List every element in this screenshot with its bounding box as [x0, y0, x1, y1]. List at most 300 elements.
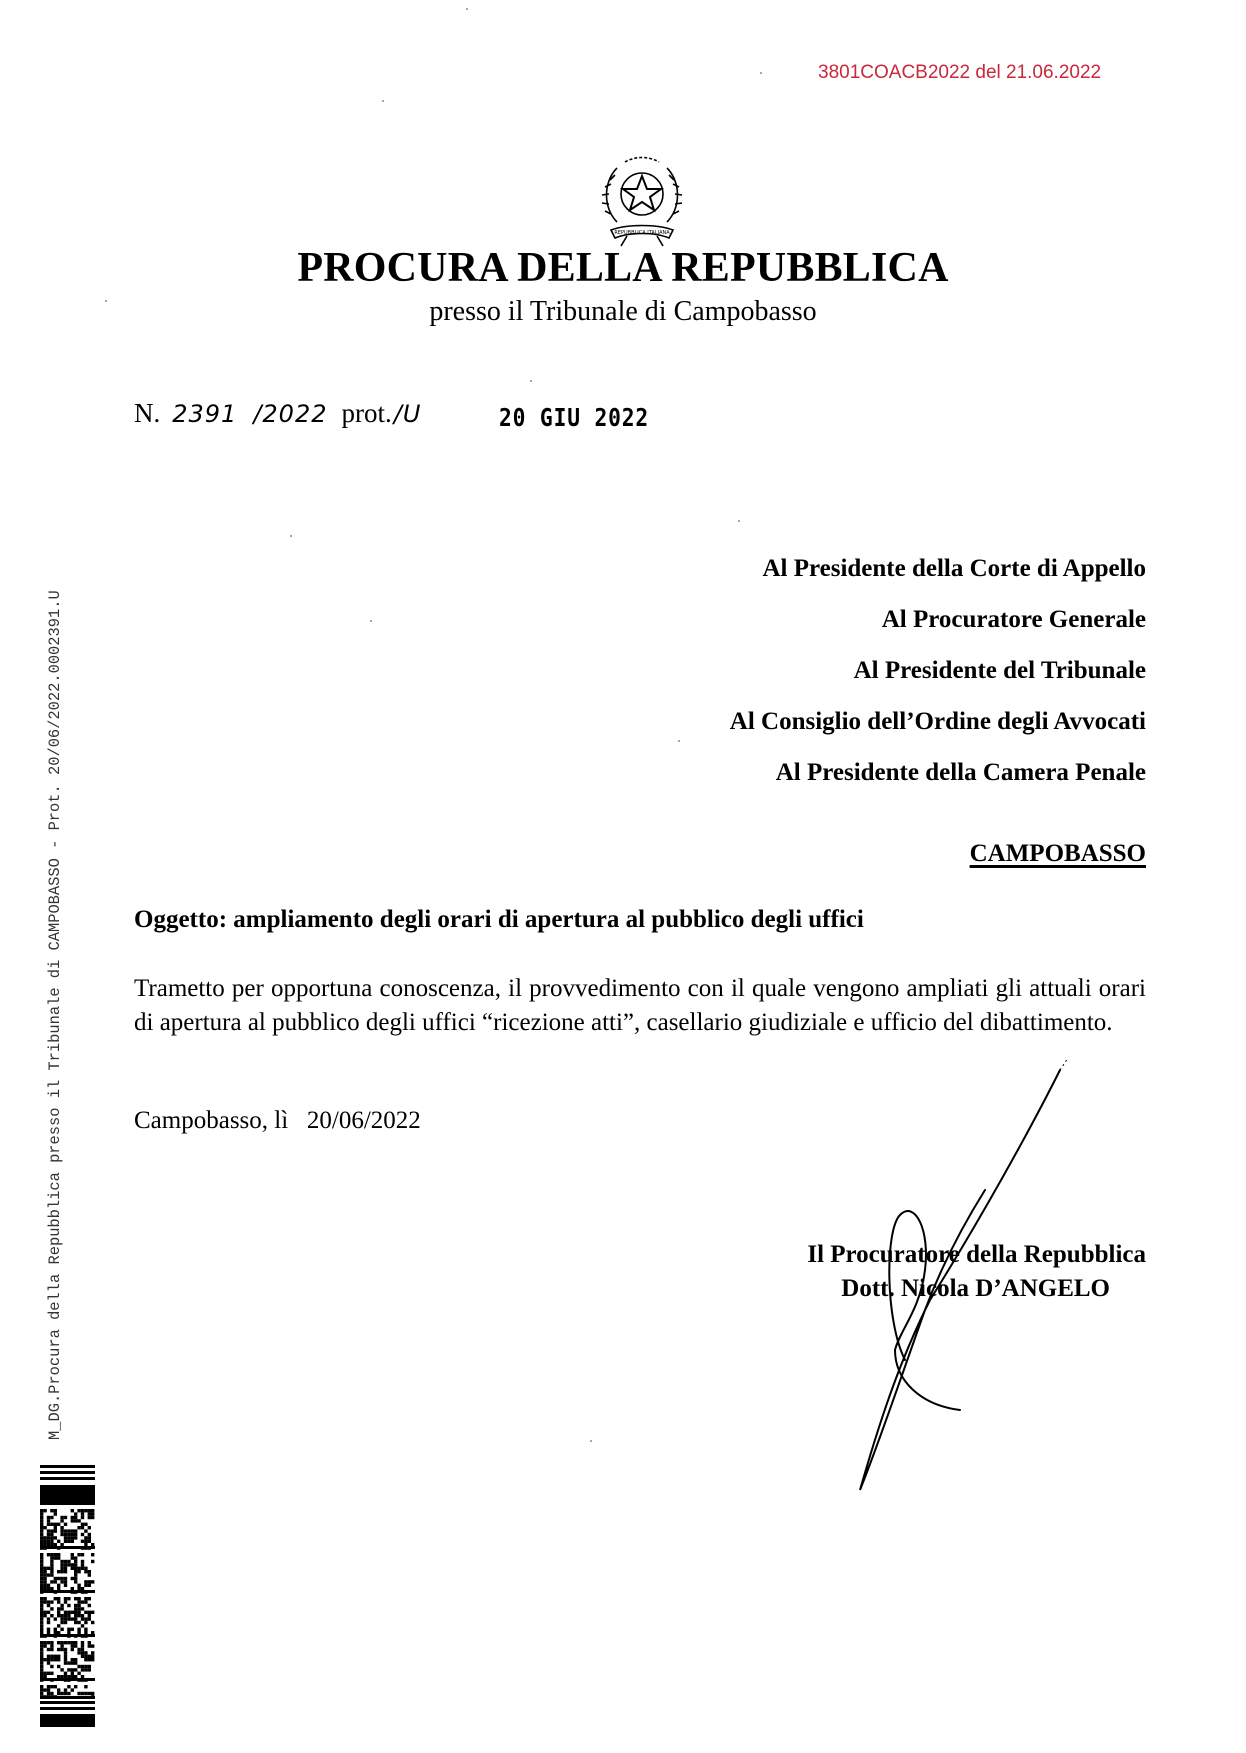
barcode-module	[40, 1604, 43, 1607]
barcode-module	[84, 1628, 87, 1631]
barcode-module	[57, 1584, 60, 1587]
barcode-module	[67, 1533, 70, 1536]
barcode-module	[64, 1688, 67, 1691]
barcode-module	[60, 1570, 63, 1573]
barcode-module	[40, 1529, 43, 1532]
barcode-module	[54, 1685, 57, 1688]
barcode-module	[84, 1668, 87, 1671]
barcode-module	[47, 1628, 50, 1631]
barcode-module	[57, 1556, 60, 1559]
barcode-module	[50, 1600, 53, 1603]
barcode-module	[71, 1563, 74, 1566]
recipient: Al Presidente della Corte di Appello	[762, 555, 1146, 582]
barcode-module	[71, 1509, 74, 1512]
barcode-module	[57, 1540, 60, 1543]
barcode-module	[81, 1617, 84, 1620]
barcode-module	[74, 1597, 77, 1600]
barcode-module	[40, 1577, 43, 1580]
barcode-module	[47, 1516, 50, 1519]
barcode-module	[91, 1611, 94, 1614]
barcode-module	[40, 1584, 43, 1587]
barcode-module	[60, 1644, 63, 1647]
protocol-prefix: N.	[134, 398, 161, 428]
barcode-module	[74, 1577, 77, 1580]
barcode-module	[74, 1512, 77, 1515]
barcode-module	[50, 1556, 53, 1559]
barcode-module	[50, 1516, 53, 1519]
barcode-module	[81, 1567, 84, 1570]
barcode-module	[60, 1563, 63, 1566]
barcode-module	[64, 1523, 67, 1526]
subject-line: Oggetto: ampliamento degli orari di apertura al pubblico degli uffici	[134, 906, 864, 933]
barcode-module	[60, 1648, 63, 1651]
recipients-list	[730, 554, 1146, 809]
barcode-module	[81, 1560, 84, 1563]
barcode-module	[84, 1543, 87, 1546]
barcode-module	[40, 1512, 43, 1515]
barcode-module	[74, 1556, 77, 1559]
barcode-module	[77, 1509, 80, 1512]
barcode-module	[64, 1648, 67, 1651]
barcode-module	[74, 1529, 77, 1532]
barcode-module	[88, 1614, 91, 1617]
barcode-module	[81, 1675, 84, 1678]
barcode-module	[57, 1577, 60, 1580]
barcode-module	[64, 1651, 67, 1654]
barcode-module	[81, 1533, 84, 1536]
barcode-module	[71, 1567, 74, 1570]
barcode-module	[81, 1523, 84, 1526]
barcode-module	[71, 1675, 74, 1678]
barcode-module	[74, 1533, 77, 1536]
barcode-module	[40, 1587, 43, 1590]
barcode-module	[50, 1641, 53, 1644]
barcode-module	[71, 1556, 74, 1559]
barcode-module	[84, 1621, 87, 1624]
barcode-module	[77, 1604, 80, 1607]
barcode-module	[64, 1584, 67, 1587]
barcode-module	[67, 1675, 70, 1678]
barcode-module	[74, 1573, 77, 1576]
barcode-module	[47, 1617, 50, 1620]
barcode-module	[50, 1529, 53, 1532]
barcode-module	[91, 1651, 94, 1654]
barcode-module	[60, 1641, 63, 1644]
barcode-module	[91, 1516, 94, 1519]
barcode-module	[64, 1658, 67, 1661]
barcode-module	[91, 1631, 94, 1634]
barcode-module	[64, 1672, 67, 1675]
barcode-module	[88, 1611, 91, 1614]
barcode-module	[74, 1536, 77, 1539]
barcode-module	[40, 1644, 43, 1647]
emblem-text: REPUBBLICA ITALIANA	[614, 230, 670, 236]
barcode-module	[50, 1509, 53, 1512]
barcode-module	[88, 1509, 91, 1512]
barcode-module	[67, 1560, 70, 1563]
barcode-module	[57, 1614, 60, 1617]
barcode-module	[40, 1567, 43, 1570]
barcode-module	[40, 1617, 43, 1620]
barcode-module	[40, 1651, 43, 1654]
barcode-module	[81, 1553, 84, 1556]
barcode-module	[47, 1573, 50, 1576]
barcode-module	[64, 1617, 67, 1620]
barcode-module	[57, 1607, 60, 1610]
handwritten-signature	[830, 1060, 1090, 1500]
barcode-module	[43, 1600, 46, 1603]
barcode-module	[81, 1512, 84, 1515]
barcode-module	[64, 1621, 67, 1624]
barcode-module	[64, 1560, 67, 1563]
barcode-module	[88, 1540, 91, 1543]
barcode-module	[67, 1685, 70, 1688]
barcode-module	[40, 1533, 43, 1536]
barcode-module	[67, 1692, 70, 1695]
barcode-module	[54, 1577, 57, 1580]
barcode-module	[50, 1692, 53, 1695]
barcode-module	[77, 1665, 80, 1668]
barcode-module	[57, 1553, 60, 1556]
barcode-module	[88, 1644, 91, 1647]
barcode-module	[40, 1509, 43, 1512]
barcode-module	[47, 1658, 50, 1661]
barcode-module	[60, 1516, 63, 1519]
barcode-module	[88, 1641, 91, 1644]
barcode-module	[57, 1600, 60, 1603]
barcode-module	[71, 1628, 74, 1631]
barcode-module	[50, 1648, 53, 1651]
barcode-module	[88, 1516, 91, 1519]
barcode-module	[84, 1567, 87, 1570]
barcode-module	[47, 1672, 50, 1675]
barcode-module	[54, 1526, 57, 1529]
barcode-module	[84, 1651, 87, 1654]
barcode-module	[81, 1587, 84, 1590]
barcode-module	[91, 1692, 94, 1695]
barcode-module	[57, 1587, 60, 1590]
barcode-module	[50, 1614, 53, 1617]
barcode-module	[84, 1536, 87, 1539]
barcode-module	[88, 1665, 91, 1668]
barcode-module	[84, 1584, 87, 1587]
recipients-city: CAMPOBASSO	[969, 840, 1146, 867]
barcode-module	[47, 1621, 50, 1624]
barcode-module	[84, 1631, 87, 1634]
barcode-module	[54, 1655, 57, 1658]
barcode-module	[40, 1675, 43, 1678]
barcode-module	[84, 1580, 87, 1583]
barcode-module	[74, 1685, 77, 1688]
barcode-module	[74, 1560, 77, 1563]
barcode-module	[67, 1597, 70, 1600]
barcode-module	[84, 1692, 87, 1695]
recipient: Al Procuratore Generale	[881, 606, 1146, 633]
organization-title: PROCURA DELLA REPUBBLICA	[297, 245, 949, 291]
barcode-module	[47, 1600, 50, 1603]
barcode-module	[57, 1648, 60, 1651]
barcode-module	[88, 1658, 91, 1661]
barcode-module	[64, 1655, 67, 1658]
barcode-module	[54, 1529, 57, 1532]
barcode-module	[40, 1553, 43, 1556]
barcode-module	[40, 1658, 43, 1661]
barcode-module	[47, 1519, 50, 1522]
barcode-module	[64, 1675, 67, 1678]
barcode-module	[91, 1543, 94, 1546]
barcode-module	[43, 1584, 46, 1587]
barcode-module	[84, 1509, 87, 1512]
barcode-module	[40, 1628, 43, 1631]
barcode-module	[74, 1611, 77, 1614]
barcode-module	[57, 1597, 60, 1600]
barcode-module	[47, 1529, 50, 1532]
barcode-module	[88, 1617, 91, 1620]
barcode-module	[60, 1543, 63, 1546]
barcode-module	[40, 1580, 43, 1583]
barcode-module	[77, 1628, 80, 1631]
barcode-module	[74, 1641, 77, 1644]
barcode-module	[40, 1624, 43, 1627]
barcode-module	[91, 1658, 94, 1661]
barcode-module	[77, 1631, 80, 1634]
barcode-module	[40, 1546, 95, 1549]
barcode-module	[43, 1567, 46, 1570]
barcode-module	[81, 1607, 84, 1610]
barcode-module	[47, 1567, 50, 1570]
barcode-module	[43, 1543, 46, 1546]
barcode-module	[88, 1570, 91, 1573]
signatory-name: Dott. Nicola D’ANGELO	[841, 1275, 1110, 1302]
barcode-module	[40, 1563, 43, 1566]
barcode-module	[40, 1523, 43, 1526]
protocol-mark: /U	[393, 400, 422, 428]
barcode-module	[67, 1617, 70, 1620]
barcode-module	[91, 1512, 94, 1515]
barcode-module	[71, 1553, 74, 1556]
barcode-module	[47, 1648, 50, 1651]
barcode-module	[67, 1611, 70, 1614]
barcode-module	[47, 1523, 50, 1526]
barcode-module	[54, 1509, 57, 1512]
barcode-module	[77, 1651, 80, 1654]
barcode-module	[64, 1597, 67, 1600]
barcode-module	[77, 1614, 80, 1617]
barcode-module	[71, 1617, 74, 1620]
barcode-module	[91, 1655, 94, 1658]
barcode-module	[74, 1621, 77, 1624]
barcode-module	[40, 1526, 43, 1529]
barcode-module	[67, 1614, 70, 1617]
barcode-module	[77, 1584, 80, 1587]
barcode-module	[71, 1661, 74, 1664]
barcode-module	[40, 1543, 43, 1546]
barcode-module	[40, 1685, 43, 1688]
barcode-module	[43, 1580, 46, 1583]
barcode-module	[77, 1519, 80, 1522]
barcode-module	[74, 1675, 77, 1678]
barcode-module	[88, 1668, 91, 1671]
barcode-module	[81, 1655, 84, 1658]
barcode-module	[88, 1692, 91, 1695]
barcode-module	[54, 1512, 57, 1515]
barcode-module	[64, 1567, 67, 1570]
barcode-module	[77, 1672, 80, 1675]
barcode-module	[60, 1526, 63, 1529]
barcode-module	[77, 1587, 80, 1590]
barcode-module	[47, 1641, 50, 1644]
barcode-module	[71, 1516, 74, 1519]
barcode-module	[50, 1685, 53, 1688]
barcode-module	[43, 1536, 46, 1539]
barcode-module	[40, 1556, 43, 1559]
barcode-module	[40, 1655, 43, 1658]
barcode-module	[40, 1516, 43, 1519]
registration-stamp: 3801COACB2022 del 21.06.2022	[818, 62, 1102, 83]
barcode-module	[57, 1655, 60, 1658]
barcode-module	[64, 1692, 67, 1695]
barcode-module	[81, 1648, 84, 1651]
barcode-module	[71, 1641, 74, 1644]
barcode-module	[64, 1641, 67, 1644]
barcode-module	[47, 1692, 50, 1695]
barcode-module	[47, 1631, 50, 1634]
barcode-module	[77, 1692, 80, 1695]
barcode-module	[43, 1675, 46, 1678]
barcode-module	[81, 1526, 84, 1529]
barcode-module	[54, 1658, 57, 1661]
barcode-module	[81, 1563, 84, 1566]
barcode-module	[91, 1509, 94, 1512]
protocol-number: 2391	[172, 400, 238, 428]
barcode-module	[47, 1540, 50, 1543]
barcode-module	[91, 1644, 94, 1647]
barcode-module	[74, 1607, 77, 1610]
italian-republic-emblem-icon	[597, 152, 687, 248]
barcode-module	[77, 1567, 80, 1570]
signatory-title: Il Procuratore della Repubblica	[807, 1241, 1146, 1268]
barcode-module	[43, 1540, 46, 1543]
barcode-module	[77, 1607, 80, 1610]
barcode-module	[77, 1600, 80, 1603]
barcode-module	[64, 1611, 67, 1614]
barcode-module	[50, 1573, 53, 1576]
barcode-module	[40, 1634, 95, 1637]
barcode-module	[60, 1621, 63, 1624]
barcode-module	[54, 1617, 57, 1620]
barcode-module	[40, 1672, 43, 1675]
barcode-module	[40, 1570, 43, 1573]
barcode-module	[47, 1655, 50, 1658]
barcode-module	[50, 1655, 53, 1658]
barcode-module	[71, 1688, 74, 1691]
barcode-module	[71, 1668, 74, 1671]
barcode-module	[40, 1536, 43, 1539]
barcode-module	[40, 1607, 43, 1610]
datamatrix-barcode-icon	[40, 1465, 95, 1727]
barcode-module	[43, 1611, 46, 1614]
barcode-module	[57, 1624, 60, 1627]
barcode-module	[40, 1560, 43, 1563]
barcode-module	[88, 1584, 91, 1587]
barcode-module	[84, 1570, 87, 1573]
barcode-module	[40, 1614, 43, 1617]
barcode-module	[77, 1597, 80, 1600]
barcode-module	[50, 1644, 53, 1647]
barcode-module	[43, 1509, 46, 1512]
barcode-module	[57, 1675, 60, 1678]
barcode-module	[67, 1631, 70, 1634]
barcode-module	[64, 1516, 67, 1519]
barcode-module	[57, 1641, 60, 1644]
barcode-module	[60, 1628, 63, 1631]
barcode-module	[43, 1672, 46, 1675]
barcode-module	[81, 1540, 84, 1543]
barcode-module	[91, 1621, 94, 1624]
barcode-module	[64, 1580, 67, 1583]
barcode-module	[57, 1658, 60, 1661]
barcode-module	[81, 1651, 84, 1654]
barcode-module	[43, 1644, 46, 1647]
barcode-module	[54, 1580, 57, 1583]
barcode-module	[81, 1516, 84, 1519]
barcode-module	[54, 1523, 57, 1526]
barcode-module	[57, 1692, 60, 1695]
barcode-module	[40, 1590, 95, 1593]
barcode-module	[77, 1648, 80, 1651]
barcode-module	[84, 1665, 87, 1668]
barcode-module	[91, 1580, 94, 1583]
barcode-module	[81, 1624, 84, 1627]
barcode-module	[54, 1536, 57, 1539]
recipient: Al Consiglio dell’Ordine degli Avvocati	[729, 708, 1146, 735]
barcode-module	[88, 1526, 91, 1529]
barcode-module	[60, 1614, 63, 1617]
barcode-module	[84, 1540, 87, 1543]
barcode-module	[81, 1509, 84, 1512]
barcode-module	[67, 1668, 70, 1671]
barcode-module	[47, 1604, 50, 1607]
barcode-module	[84, 1617, 87, 1620]
barcode-module	[71, 1536, 74, 1539]
protocol-label: prot.	[341, 398, 392, 428]
place-and-date: Campobasso, lì 20/06/2022	[134, 1107, 421, 1134]
barcode-module	[71, 1533, 74, 1536]
barcode-module	[60, 1567, 63, 1570]
barcode-module	[88, 1533, 91, 1536]
barcode-module	[81, 1665, 84, 1668]
barcode-module	[54, 1556, 57, 1559]
barcode-module	[84, 1685, 87, 1688]
barcode-module	[74, 1570, 77, 1573]
received-date-stamp: 20 GIU 2022	[499, 403, 650, 432]
side-protocol-label: M_DG.Procura della Repubblica presso il Tribunale di CAMPOBASSO - Prot. 20/06/2022.0002391.U	[46, 590, 64, 1440]
barcode-module	[50, 1536, 53, 1539]
barcode-module	[43, 1641, 46, 1644]
barcode-module	[64, 1661, 67, 1664]
barcode-module	[50, 1523, 53, 1526]
barcode-module	[50, 1560, 53, 1563]
organization-subtitle: presso il Tribunale di Campobasso	[429, 296, 817, 327]
barcode-module	[84, 1611, 87, 1614]
barcode-module	[40, 1688, 43, 1691]
barcode-module	[60, 1668, 63, 1671]
barcode-module	[50, 1580, 53, 1583]
barcode-module	[60, 1533, 63, 1536]
barcode-module	[60, 1529, 63, 1532]
barcode-module	[84, 1597, 87, 1600]
barcode-module	[47, 1543, 50, 1546]
